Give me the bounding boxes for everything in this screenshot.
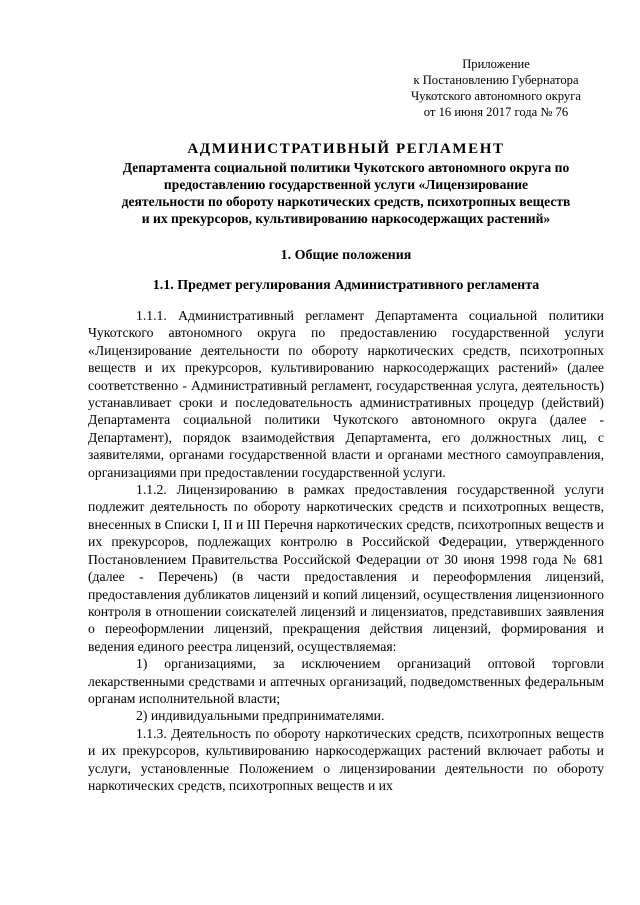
- approval-line-region: Чукотского автономного округа: [411, 89, 581, 103]
- section-heading: 1. Общие положения: [280, 248, 412, 263]
- approval-line-resolution: к Постановлению Губернатора: [413, 73, 579, 87]
- paragraph-1-1-1: 1.1.1. Административный регламент Департамента социальной политики Чукотского автономного округа по предоставлению государственной услуги «Лицензирование деятельности по обороту наркотических средств, психотропных веществ и их прекурсоров, культивированию наркосодержащих растений» (далее соответственно - Административный регламент, государственная услуга, деятельность) устанавливает сроки и последовательность административных процедур (действий) Департамента социальной политики Чукотского автономного округа (далее - Департамент), порядок взаимодействия Департамента, его должностных лиц, с заявителями, органами государственной власти и органами местного самоуправления, организациями при предоставлении государственной услуги.: [88, 308, 604, 480]
- list-item-1: 1) организациями, за исключением организаций оптовой торговли лекарственными средствами и аптечных организаций, подведомственных федеральным органам исполнительной власти;: [88, 656, 604, 706]
- title-line-4: и их прекурсоров, культивированию наркосодержащих растений»: [141, 211, 551, 226]
- document-page: [88, 56, 604, 794]
- body-text: [88, 307, 604, 794]
- document-title: [88, 140, 604, 227]
- title-line-3: деятельности по обороту наркотических средств, психотропных веществ: [121, 194, 571, 209]
- subsection-heading: 1.1. Предмет регулирования Административного регламента: [152, 278, 540, 293]
- title-line-2: предоставлению государственной услуги «Лицензирование: [163, 177, 529, 192]
- list-item-2: 2) индивидуальными предпринимателями.: [136, 708, 385, 724]
- approval-stamp: [388, 56, 604, 120]
- title-line-1: Департамента социальной политики Чукотского автономного округа по: [122, 160, 570, 175]
- paragraph-1-1-2: 1.1.2. Лицензированию в рамках предоставления государственной услуги подлежит деятельность по обороту наркотических средств и психотропных веществ, внесенных в Списки I, II и III Перечня наркотических средств, психотропных веществ и их прекурсоров, подлежащих контролю в Российской Федерации, утвержденного Постановлением Правительства Российской Федерации от 30 июня 1998 года № 681 (далее - Перечень) (в части предоставления и переоформления лицензий, предоставления дубликатов лицензий и копий лицензий, осуществления лицензионного контроля в отношении соискателей лицензий и лицензиатов, представивших заявления о переоформлении лицензий, прекращения действия лицензий, формирования и ведения единого реестра лицензий, осуществляемая:: [88, 482, 604, 654]
- paragraph-1-1-3: 1.1.3. Деятельность по обороту наркотических средств, психотропных веществ и их прекурсоров, культивированию наркосодержащих растений включает работы и услуги, установленные Положением о лицензировании деятельности по обороту наркотических средств, психотропных веществ и их: [88, 725, 604, 793]
- title-main: АДМИНИСТРАТИВНЫЙ РЕГЛАМЕНТ: [187, 141, 505, 157]
- approval-line-date: от 16 июня 2017 года № 76: [423, 105, 569, 119]
- approval-line-appendix: Приложение: [462, 57, 530, 71]
